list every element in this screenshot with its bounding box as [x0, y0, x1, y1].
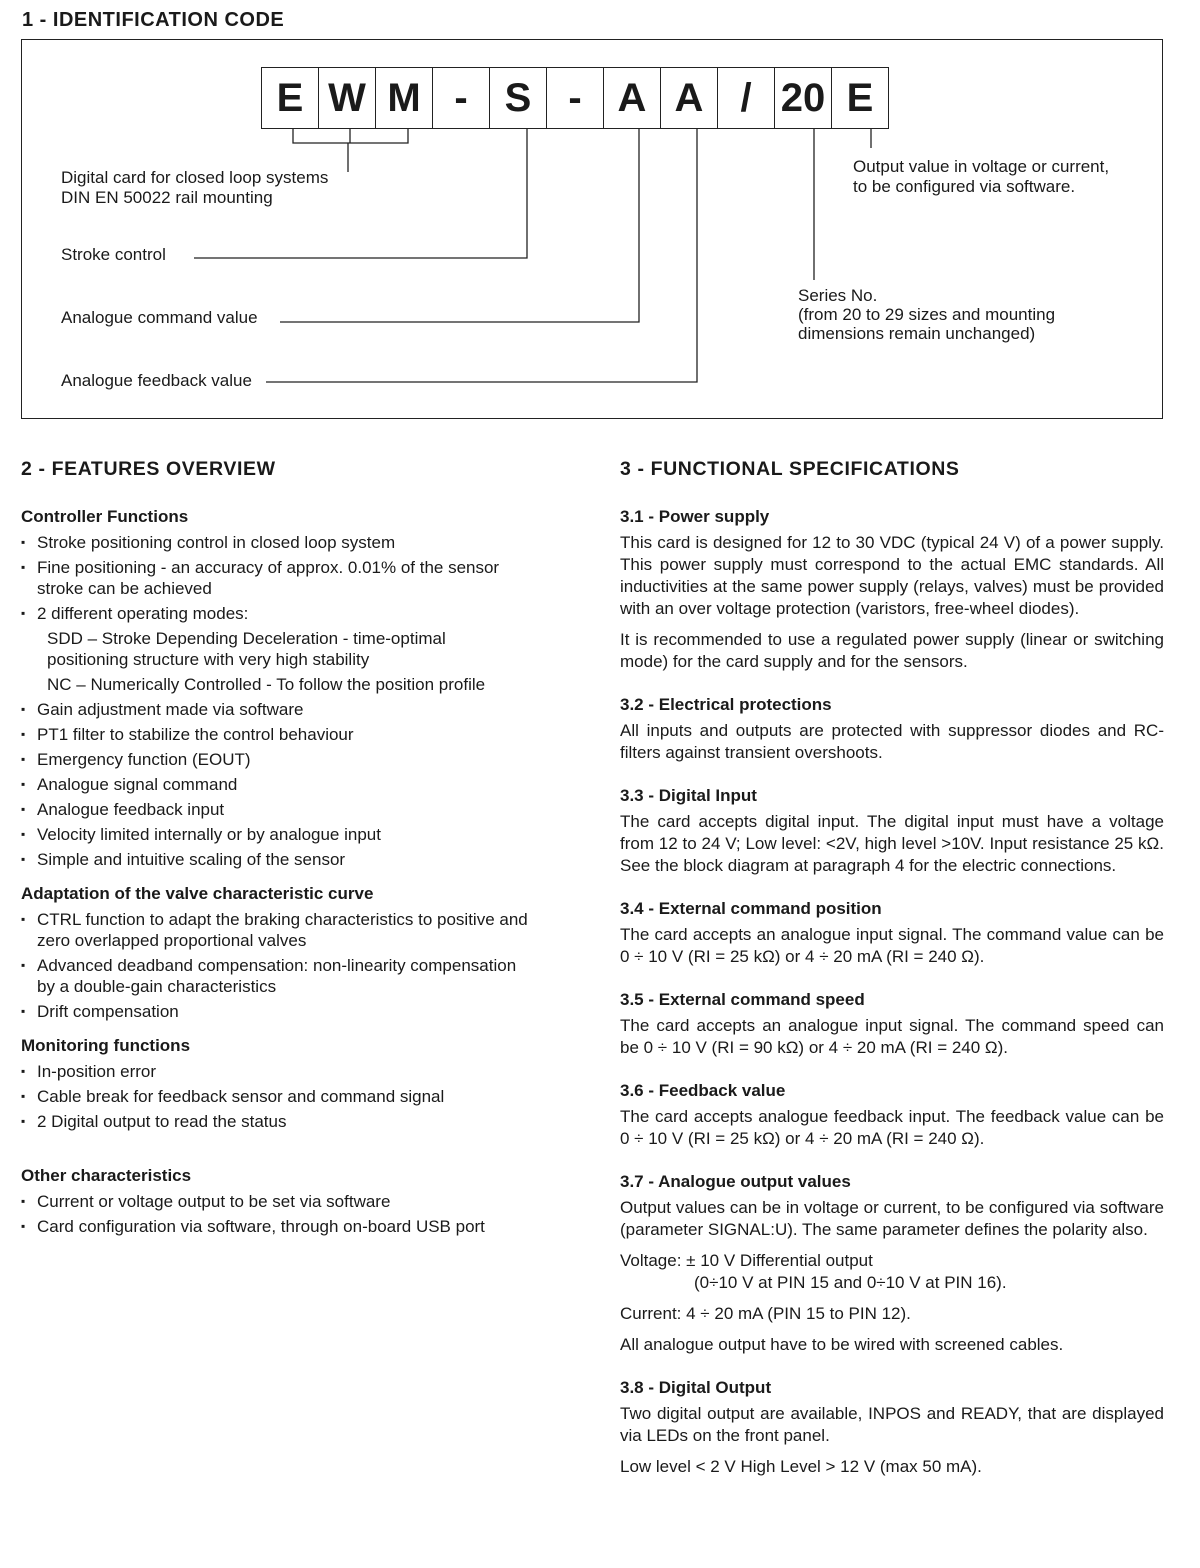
controller-functions-group [21, 506, 571, 870]
label-output-value-2: to be configured via software. [853, 177, 1076, 196]
list-item: ▪ Velocity limited internally or by analogue input [21, 824, 571, 845]
list-item: ▪ Stroke positioning control in closed loop system [21, 532, 571, 553]
list-item: ▪ Current or voltage output to be set via software [21, 1191, 571, 1212]
spec-3-4-heading: 3.4 - External command position [620, 899, 882, 918]
list-item-line: Fine positioning - an accuracy of approx. 0.01% of the sensor [37, 558, 500, 577]
mode-sdd-line-1: SDD – Stroke Depending Deceleration - time-optimal [47, 629, 446, 648]
spec-3-2 [620, 694, 1164, 764]
spec-3-8-paragraph-1: Two digital output are available, INPOS and READY, that are displayed via LEDs on the front panel. [620, 1404, 1164, 1445]
list-item [21, 557, 571, 599]
spec-3-8-paragraph-2: Low level < 2 V High Level > 12 V (max 50 mA). [620, 1457, 982, 1476]
code-cell-3: M [375, 67, 433, 129]
spec-3-7-voltage-line-2: (0÷10 V at PIN 15 and 0÷10 V at PIN 16). [694, 1273, 1007, 1292]
other-characteristics-heading: Other characteristics [21, 1166, 192, 1185]
code-cell-2: W [318, 67, 376, 129]
other-characteristics-group [21, 1165, 571, 1237]
spec-3-2-heading: 3.2 - Electrical protections [620, 695, 832, 714]
spec-3-7-paragraph-1: Output values can be in voltage or current, to be configured via software (parameter SIGNAL:U). The same parameter defines the polarity also. [620, 1198, 1164, 1239]
spec-3-3-paragraph: The card accepts digital input. The digital input must have a voltage from 12 to 24 V; Low level: <2V, high level >10V. Input resistance 25 kΩ. See the block diagram at paragraph 4 for the electric connections. [620, 812, 1164, 875]
adaptation-group [21, 883, 571, 1022]
code-cell-4: - [432, 67, 490, 129]
spec-3-3 [620, 785, 1164, 877]
other-characteristics-list [21, 1191, 571, 1237]
section-2-title: 2 - FEATURES OVERVIEW [21, 458, 276, 480]
code-cell-6: - [546, 67, 604, 129]
label-series-1: Series No. [798, 286, 878, 305]
code-cell-9: / [717, 67, 775, 129]
spec-3-1-paragraph-1: This card is designed for 12 to 30 VDC (typical 24 V) of a power supply. This power supply must correspond to the actual EMC standards. All inductivities at the same power supply (relays, valves) must be provided with an over voltage protection (varistors, free-wheel diodes). [620, 533, 1164, 618]
spec-3-7-voltage [620, 1250, 1164, 1294]
list-item: ▪ Simple and intuitive scaling of the sensor [21, 849, 571, 870]
spec-3-7-paragraph-2: All analogue output have to be wired with screened cables. [620, 1335, 1064, 1354]
controller-functions-list-continued [21, 699, 571, 870]
code-cell-1: E [261, 67, 319, 129]
mode-sdd [21, 628, 571, 670]
list-item: ▪ PT1 filter to stabilize the control behaviour [21, 724, 571, 745]
list-item-line: Advanced deadband compensation: non-linearity compensation [37, 956, 517, 975]
spec-3-5-heading: 3.5 - External command speed [620, 990, 865, 1009]
label-output-value-1: Output value in voltage or current, [853, 157, 1110, 176]
adaptation-list [21, 909, 571, 1022]
label-stroke-control: Stroke control [61, 245, 166, 264]
mode-sdd-line-2: positioning structure with very high stability [47, 650, 370, 669]
section-1-title: 1 - IDENTIFICATION CODE [22, 9, 285, 31]
label-digital-card-1: Digital card for closed loop systems [61, 168, 329, 187]
list-item: ▪ 2 different operating modes: [21, 603, 571, 624]
mode-nc: NC – Numerically Controlled - To follow the position profile [47, 675, 486, 694]
spec-3-1-paragraph-2: It is recommended to use a regulated power supply (linear or switching mode) for the card supply and for the sensors. [620, 630, 1164, 671]
list-item-line: zero overlapped proportional valves [37, 931, 307, 950]
label-digital-card-2: DIN EN 50022 rail mounting [61, 188, 273, 207]
spec-3-7-heading: 3.7 - Analogue output values [620, 1172, 851, 1191]
monitoring-list [21, 1061, 571, 1132]
spec-3-7-current: Current: 4 ÷ 20 mA (PIN 15 to PIN 12). [620, 1304, 911, 1323]
code-cells [262, 67, 889, 129]
spec-3-1-heading: 3.1 - Power supply [620, 507, 770, 526]
spec-3-5-paragraph: The card accepts an analogue input signal. The command speed can be 0 ÷ 10 V (RI = 90 kΩ) or 4 ÷ 20 mA (RI = 240 Ω). [620, 1016, 1164, 1057]
spec-3-3-heading: 3.3 - Digital Input [620, 786, 757, 805]
list-item-line: by a double-gain characteristics [37, 977, 277, 996]
code-cell-10: 20 [774, 67, 832, 129]
spec-3-8 [620, 1377, 1164, 1478]
spec-3-5 [620, 989, 1164, 1059]
code-cell-5: S [489, 67, 547, 129]
label-analogue-command: Analogue command value [61, 308, 258, 327]
spec-3-6-paragraph: The card accepts analogue feedback input. The feedback value can be 0 ÷ 10 V (RI = 25 kΩ) or 4 ÷ 20 mA (RI = 240 Ω). [620, 1107, 1164, 1148]
list-item [21, 909, 571, 951]
spec-3-7-voltage-line-1: Voltage: ± 10 V Differential output [620, 1251, 873, 1270]
list-item: ▪ Gain adjustment made via software [21, 699, 571, 720]
list-item: ▪ Cable break for feedback sensor and command signal [21, 1086, 571, 1107]
controller-functions-heading: Controller Functions [21, 507, 189, 526]
list-item: ▪ In-position error [21, 1061, 571, 1082]
functional-specifications-column [620, 455, 1164, 1499]
label-series-2: (from 20 to 29 sizes and mounting [798, 305, 1056, 324]
controller-functions-list [21, 532, 571, 624]
list-item: ▪ Analogue signal command [21, 774, 571, 795]
list-item: ▪ Card configuration via software, through on-board USB port [21, 1216, 571, 1237]
monitoring-heading: Monitoring functions [21, 1036, 191, 1055]
section-3-title: 3 - FUNCTIONAL SPECIFICATIONS [620, 458, 960, 480]
spec-3-6 [620, 1080, 1164, 1150]
label-series-3: dimensions remain unchanged) [798, 324, 1036, 343]
list-item: ▪ Drift compensation [21, 1001, 571, 1022]
spec-3-8-heading: 3.8 - Digital Output [620, 1378, 772, 1397]
spec-3-2-paragraph: All inputs and outputs are protected with suppressor diodes and RC-filters against transient overshoots. [620, 721, 1164, 762]
identification-code-box [21, 39, 1163, 419]
list-item: ▪ 2 Digital output to read the status [21, 1111, 571, 1132]
label-analogue-feedback: Analogue feedback value [61, 371, 252, 390]
spec-3-6-heading: 3.6 - Feedback value [620, 1081, 786, 1100]
list-item [21, 955, 571, 997]
spec-3-7 [620, 1171, 1164, 1356]
list-item-line: stroke can be achieved [37, 579, 212, 598]
list-item: ▪ Analogue feedback input [21, 799, 571, 820]
list-item-line: CTRL function to adapt the braking characteristics to positive and [37, 910, 528, 929]
spec-3-4 [620, 898, 1164, 968]
code-cell-7: A [603, 67, 661, 129]
spec-3-1 [620, 506, 1164, 673]
features-overview-column [21, 455, 571, 1250]
code-cell-8: A [660, 67, 718, 129]
list-item: ▪ Emergency function (EOUT) [21, 749, 571, 770]
spec-3-4-paragraph: The card accepts an analogue input signal. The command value can be 0 ÷ 10 V (RI = 25 kΩ) or 4 ÷ 20 mA (RI = 240 Ω). [620, 925, 1164, 966]
adaptation-heading: Adaptation of the valve characteristic curve [21, 884, 374, 903]
code-cell-11: E [831, 67, 889, 129]
monitoring-group [21, 1035, 571, 1132]
